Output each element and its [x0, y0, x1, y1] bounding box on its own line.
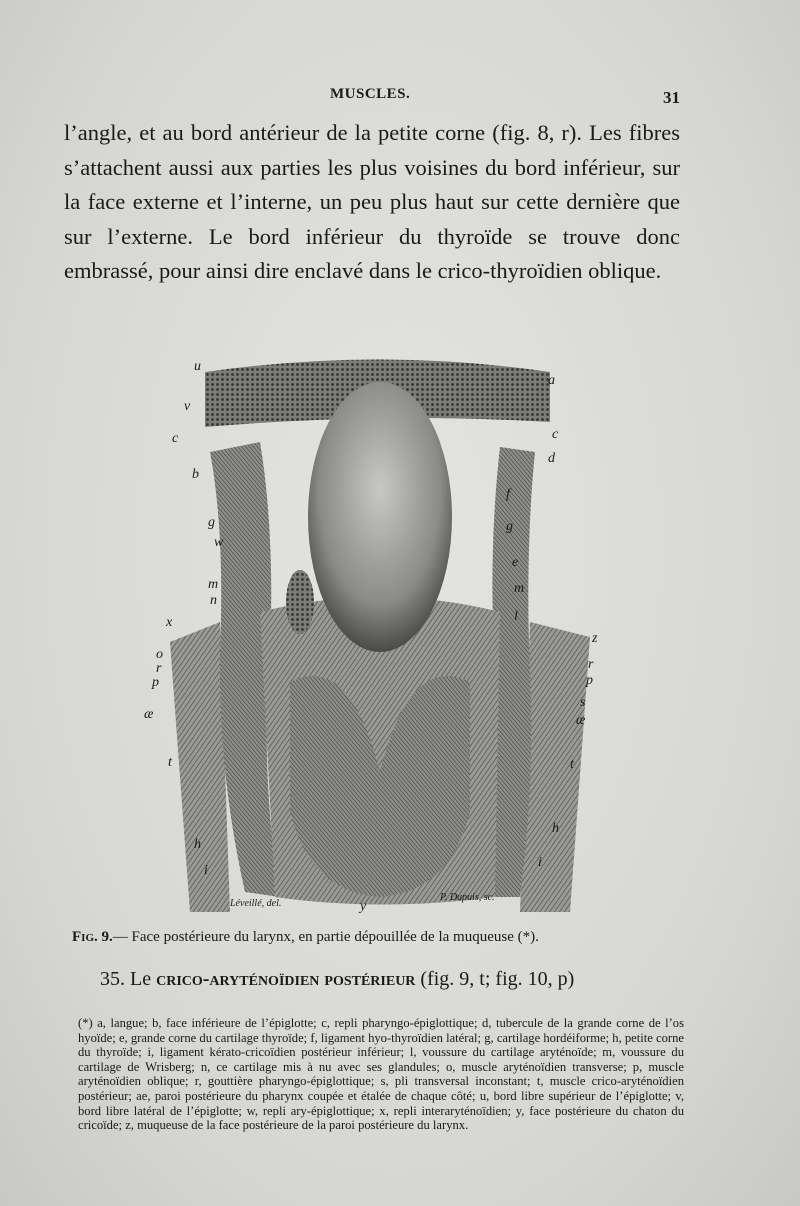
label-t-right: t	[570, 757, 574, 772]
label-w: w	[214, 535, 224, 550]
label-ae-right: æ	[576, 713, 586, 728]
label-g-right: g	[506, 519, 513, 534]
label-v: v	[184, 399, 191, 414]
running-title: MUSCLES.	[330, 86, 411, 102]
section-heading	[100, 966, 690, 992]
draftsman-signature: Léveillé, del.	[230, 898, 282, 909]
label-n: n	[210, 593, 217, 608]
section-reference: (fig. 9, t; fig. 10, p)	[420, 968, 575, 990]
label-f: f	[506, 487, 510, 502]
section-number: 35.	[100, 968, 125, 990]
figure-caption	[72, 928, 682, 946]
glandules-shape	[286, 570, 314, 634]
label-l: l	[514, 609, 518, 624]
section-article: Le	[130, 968, 152, 990]
label-p-right: p	[586, 673, 593, 688]
label-s: s	[580, 695, 586, 710]
section-title: crico-aryténoïdien postérieur	[156, 968, 416, 990]
label-u: u	[194, 359, 201, 374]
label-g-left: g	[208, 515, 215, 530]
page-header	[60, 86, 680, 110]
label-h-left: h	[194, 837, 201, 852]
figure-number: Fig. 9.	[72, 929, 113, 945]
caption-text: — Face postérieure du larynx, en partie dépouillée de la muqueuse (*).	[112, 929, 539, 945]
label-m-right: m	[514, 581, 525, 596]
page-number: 31	[663, 88, 680, 107]
footnote-text: (*) a, langue; b, face inférieure de l’épiglotte; c, repli pharyngo-épiglottique; d, tubercule de la grande corne de l’os hyoïde; e, grande corne du cartilage thyroïde; f, ligament hyo-thyroïdien latéral; g, cartilage hordéiforme; h, petite corne du thyroïde; i, ligament kérato-cricoïdien postérieur inférieur; l, voussure du cartilage aryténoïde; m, voussure du cartilage de Wrisberg; n, ce cartilage mis à nu avec ses glandules; o, muscle aryténoïdien transverse; p, muscle aryténoïdien oblique; r, gouttière pharyngo-épiglottique; s, pli transversal inconstant; t, muscle crico-aryténoïdien postérieur; ae, paroi postérieure du pharynx coupée et étalée de chaque côté; u, bord libre supérieur de l’épiglotte; v, bord libre latéral de l’épiglotte; w, repli ary-épiglottique; x, repli interaryténoïdien; y, face postérieure du chaton du cricoïde; z, muqueuse de la face postérieure de la paroi postérieure du larynx.	[78, 1016, 684, 1133]
label-x: x	[166, 615, 173, 630]
engraver-signature: P. Dupuis, sc.	[440, 892, 495, 903]
label-t-left: t	[168, 755, 172, 770]
label-d: d	[548, 451, 555, 466]
label-c-right: c	[552, 427, 559, 442]
label-o: o	[156, 647, 163, 662]
label-i-left: i	[204, 863, 208, 878]
label-r-right: r	[588, 657, 594, 672]
figure-footnote	[78, 1016, 684, 1133]
body-paragraph	[64, 116, 680, 289]
label-m-left: m	[208, 577, 219, 592]
label-z: z	[592, 631, 598, 646]
label-b: b	[192, 467, 199, 482]
label-e: e	[512, 555, 519, 570]
label-r-left: r	[156, 661, 162, 676]
larynx-figure	[144, 352, 620, 922]
epiglottis-shape	[308, 382, 452, 652]
paragraph-text: l’angle, et au bord antérieur de la petite corne (fig. 8, r). Les fibres s’attachent aussi aux parties les plus voisines du bord inférieur, sur la face externe et l’interne, un peu plus haut sur cette dernière que sur l’externe. Le bord inférieur du thyroïde se trouve donc embrassé, pour ainsi dire enclavé dans le crico-thyroïdien oblique.	[64, 120, 680, 283]
label-i-right: i	[538, 855, 542, 870]
label-a: a	[548, 373, 555, 388]
label-ae-left: æ	[144, 707, 154, 722]
label-p-left: p	[152, 675, 159, 690]
larynx-engraving	[150, 352, 620, 922]
label-c-left: c	[172, 431, 179, 446]
label-y: y	[360, 899, 367, 914]
label-h-right: h	[552, 821, 559, 836]
